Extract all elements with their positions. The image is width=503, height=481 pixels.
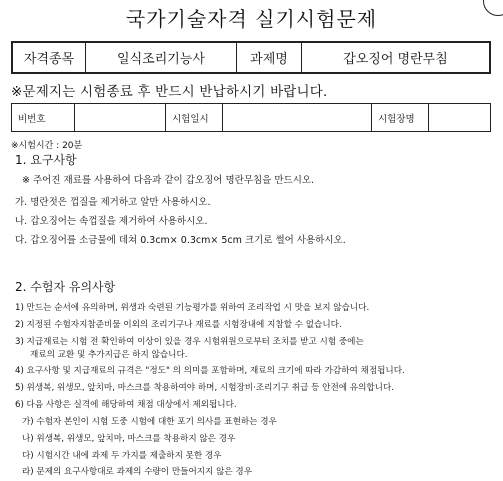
precaution-item: 1) 만드는 순서에 유의하며, 위생과 숙련된 기능평가를 위하여 조리작업 시 맛을 보지 않습니다.: [15, 303, 370, 313]
disqualification-item: 가) 수험자 본인이 시험 도중 시험에 대한 포기 의사를 표현하는 경우: [22, 417, 277, 427]
precautions-heading: 2. 수험자 유의사항: [15, 280, 116, 294]
page-title: 국가기술자격 실기시험문제: [125, 7, 378, 31]
requirements-heading: 1. 요구사항: [15, 153, 77, 167]
disqualification-item: 나) 위생복, 위생모, 앞치마, 마스크를 착용하지 않은 경우: [22, 434, 236, 444]
number-label: 비번호: [12, 104, 75, 132]
exam-info-table: [11, 41, 491, 74]
precaution-item-continued: 재료의 교환 및 추가지급은 하지 않습니다.: [30, 350, 188, 360]
time-limit: ※시험시간 : 20분: [11, 141, 83, 151]
requirement-item: 다. 갑오징어를 소금물에 데쳐 0.3cm× 0.3cm× 5cm 크기로 썰어 사용하시오.: [15, 235, 346, 246]
candidate-table: [11, 103, 491, 132]
return-notice: ※문제지는 시험종료 후 반드시 반납하시기 바랍니다.: [11, 84, 328, 100]
precaution-item: 6) 다음 사항은 실격에 해당하여 채점 대상에서 제외됩니다.: [15, 400, 237, 410]
precaution-item: 3) 지급재료는 시험 전 확인하여 이상이 있을 경우 시험위원으로부터 조치를 받고 시험 중에는: [15, 337, 364, 347]
category-label: 자격종목: [12, 42, 86, 73]
requirement-item: 가. 명란젓은 껍질을 제거하고 알만 사용하시오.: [15, 197, 211, 208]
precaution-item: 5) 위생복, 위생모, 앞치마, 마스크를 착용하여야 하며, 시험장비·조리기구 취급 등 안전에 유의합니다.: [15, 383, 395, 393]
precaution-item: 4) 요구사항 및 지급재료의 규격은 "정도" 의 의미를 포함하며, 재료의 크기에 따라 가감하여 채점됩니다.: [15, 366, 405, 376]
requirements-intro: ※ 주어진 재료를 사용하여 다음과 같이 갑오징어 명란무침을 만드시오.: [22, 175, 315, 186]
date-field[interactable]: [223, 104, 372, 132]
disqualification-item: 다) 시험시간 내에 과제 두 가지를 제출하지 못한 경우: [22, 451, 222, 461]
venue-field[interactable]: [429, 104, 491, 132]
venue-label: 시험장명: [372, 104, 429, 132]
precaution-item: 2) 지정된 수험자지참준비물 이외의 조리기구나 재료를 시험장내에 지참할 수 없습니다.: [15, 320, 342, 330]
number-field[interactable]: [75, 104, 166, 132]
requirement-item: 나. 갑오징어는 속껍질을 제거하여 사용하시오.: [15, 216, 208, 227]
category-value: 일식조리기능사: [86, 42, 237, 73]
topic-value: 갑오징어 명란무침: [302, 42, 491, 73]
disqualification-item: 라) 문제의 요구사항대로 과제의 수량이 만들어지지 않은 경우: [22, 467, 253, 477]
topic-label: 과제명: [237, 42, 302, 73]
date-label: 시험일시: [166, 104, 223, 132]
